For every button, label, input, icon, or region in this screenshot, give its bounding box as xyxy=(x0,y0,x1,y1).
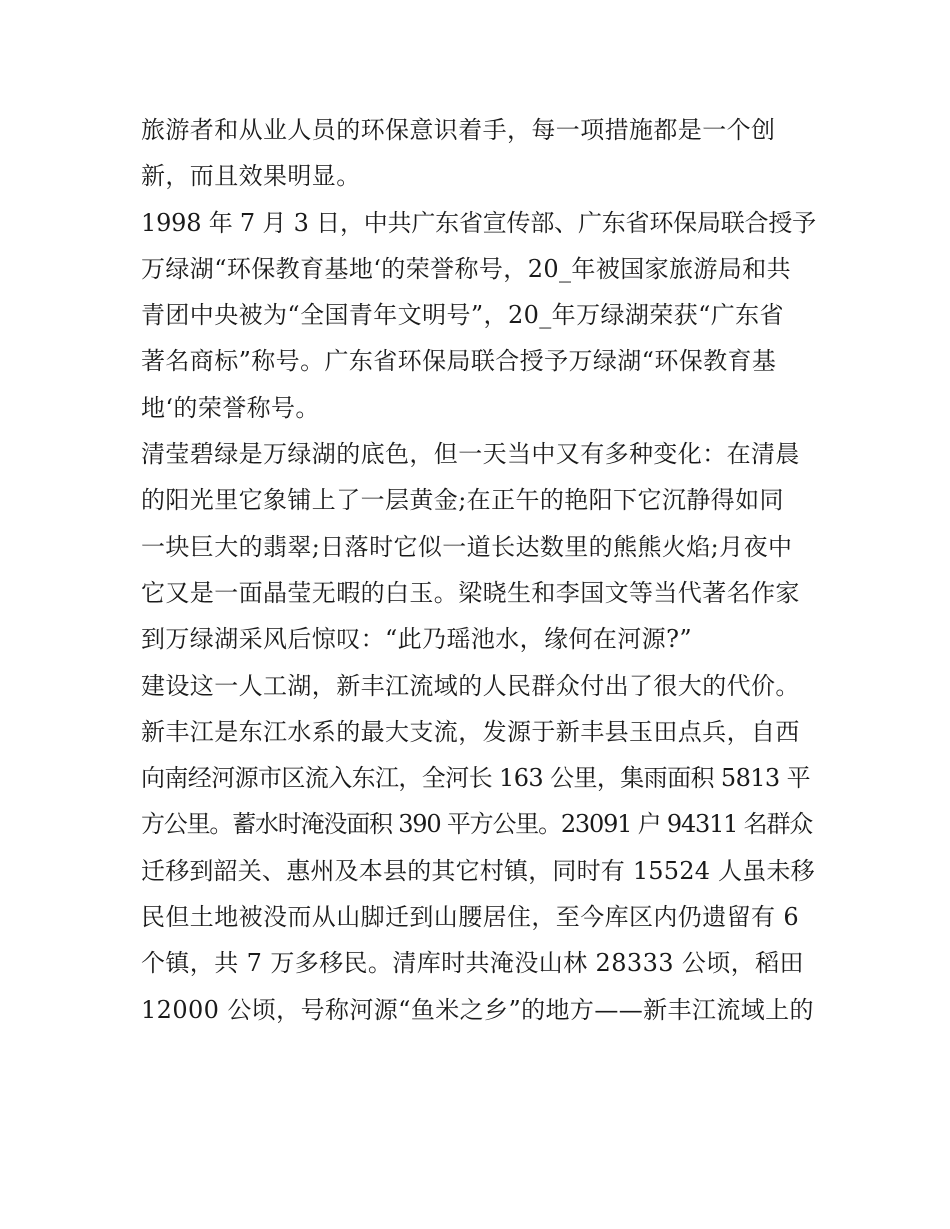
text-line: 向南经河源市区流入东江，全河长 163 公里，集雨面积 5813 平 xyxy=(141,764,811,793)
text-line: 著名商标”称号。广东省环保局联合授予万绿湖“环保教育基 xyxy=(141,347,777,376)
text-line: 方公里。蓄水时淹没面积 390 平方公里。23091 户 94311 名群众 xyxy=(141,810,813,839)
text-line: 一块巨大的翡翠;日落时它似一道长达数里的熊熊火焰;月夜中 xyxy=(141,532,793,561)
text-line: 旅游者和从业人员的环保意识着手，每一项措施都是一个创 xyxy=(141,116,776,144)
text-line: 地‘的荣誉称号。 xyxy=(141,393,320,422)
text-line: 民但土地被没而从山脚迁到山腰居住，至今库区内仍遗留有 6 xyxy=(141,903,800,932)
text-line: 12000 公顷，号称河源“鱼米之乡”的地方——新丰江流域上的 xyxy=(141,995,814,1024)
text-line: 迁移到韶关、惠州及本县的其它村镇，同时有 15524 人虽未移 xyxy=(141,856,815,885)
text-line: 万绿湖“环保教育基地‘的荣誉称号，20_年被国家旅游局和共 xyxy=(141,254,792,283)
document-body xyxy=(141,107,816,1033)
text-line: 新，而且效果明显。 xyxy=(141,162,361,191)
text-line: 青团中央被为“全国青年文明号”，20_年万绿湖荣获“广东省 xyxy=(141,301,784,330)
text-line: 的阳光里它象铺上了一层黄金;在正午的艳阳下它沉静得如同 xyxy=(141,486,784,515)
text-line: 1998 年 7 月 3 日，中共广东省宣传部、广东省环保局联合授予 xyxy=(141,208,816,237)
text-line: 个镇，共 7 万多移民。清库时共淹没山林 28333 公顷，稻田 xyxy=(141,949,804,978)
text-line: 清莹碧绿是万绿湖的底色，但一天当中又有多种变化：在清晨 xyxy=(141,440,800,469)
text-line: 它又是一面晶莹无暇的白玉。梁晓生和李国文等当代著名作家 xyxy=(141,578,800,607)
text-line: 到万绿湖采风后惊叹：“此乃瑶池水，缘何在河源?” xyxy=(141,625,693,654)
text-line: 新丰江是东江水系的最大支流，发源于新丰县玉田点兵，自西 xyxy=(141,717,800,746)
text-line: 建设这一人工湖，新丰江流域的人民群众付出了很大的代价。 xyxy=(141,671,800,700)
